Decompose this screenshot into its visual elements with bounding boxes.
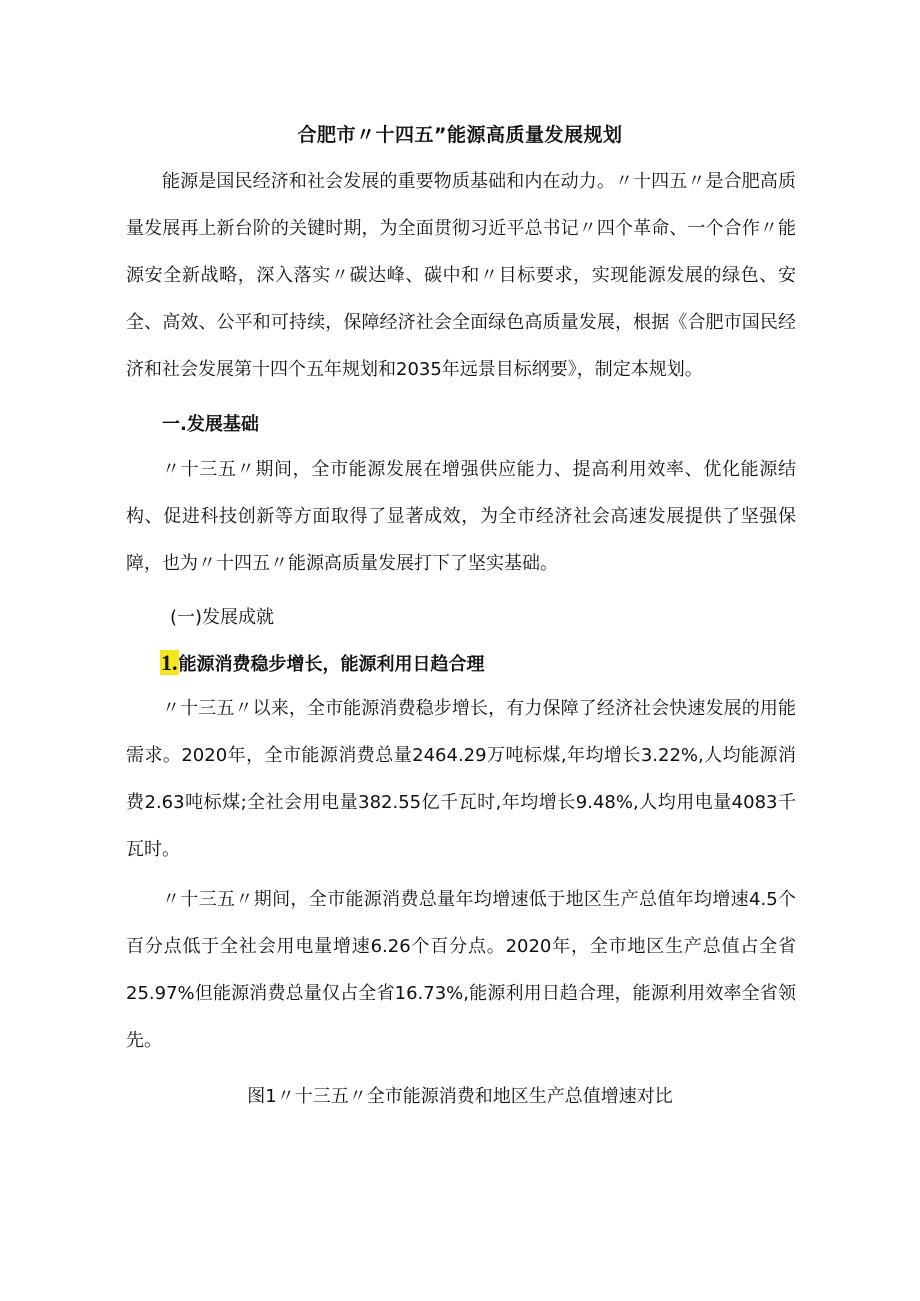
section1-text: 〃十三五〃期间，全市能源发展在增强供应能力、提高利用效率、优化能源结构、促进科技创新等方面取得了显著成效，为全市经济社会高速发展提供了坚强保障，也为〃十四五〃能源高质量发展打下了坚实基础。: [126, 459, 796, 574]
figure-caption: 图1〃十三五〃全市能源消费和地区生产总值增速对比: [247, 1086, 673, 1107]
item1-text-1: 〃十三五〃以来，全市能源消费稳步增长，有力保障了经济社会快速发展的用能需求。2020年，全市能源消费总量2464.29万吨标煤,年均增长3.22%,人均能源消费2.63吨标煤;全社会用电量382.55亿千瓦时,年均增长9.48%,人均用电量4083千瓦时。: [126, 698, 796, 860]
item1-paragraph-2: [126, 876, 796, 1064]
intro-paragraph: [126, 158, 796, 393]
intro-text: 能源是国民经济和社会发展的重要物质基础和内在动力。〃十四五〃是合肥高质量发展再上新台阶的关键时期，为全面贯彻习近平总书记〃四个革命、一个合作〃能源安全新战略，深入落实〃碳达峰、碳中和〃目标要求，实现能源发展的绿色、安全、高效、公平和可持续，保障经济社会全面绿色高质量发展，根据《合肥市国民经济和社会发展第十四个五年规划和2035年远景目标纲要》，制定本规划。: [126, 171, 796, 380]
item1-text-2: 〃十三五〃期间，全市能源消费总量年均增速低于地区生产总值年均增速4.5个百分点低于全社会用电量增速6.26个百分点。2020年，全市地区生产总值占全省25.97%但能源消费总量仅占全省16.73%,能源利用日趋合理，能源利用效率全省领先。: [126, 889, 796, 1051]
subsection-heading-achievements: (一)发展成就: [170, 607, 275, 628]
document-title: 合肥市〃十四五”能源高质量发展规划: [297, 124, 623, 146]
item1-heading-text: 能源消费稳步增长，能源利用日趋合理: [178, 654, 485, 675]
item1-heading: [160, 650, 485, 676]
item1-number-highlight: 1.: [161, 650, 178, 675]
section-heading-development-basis: 一.发展基础: [162, 414, 259, 435]
item1-paragraph-1: [126, 685, 796, 873]
section1-paragraph: [126, 446, 796, 587]
